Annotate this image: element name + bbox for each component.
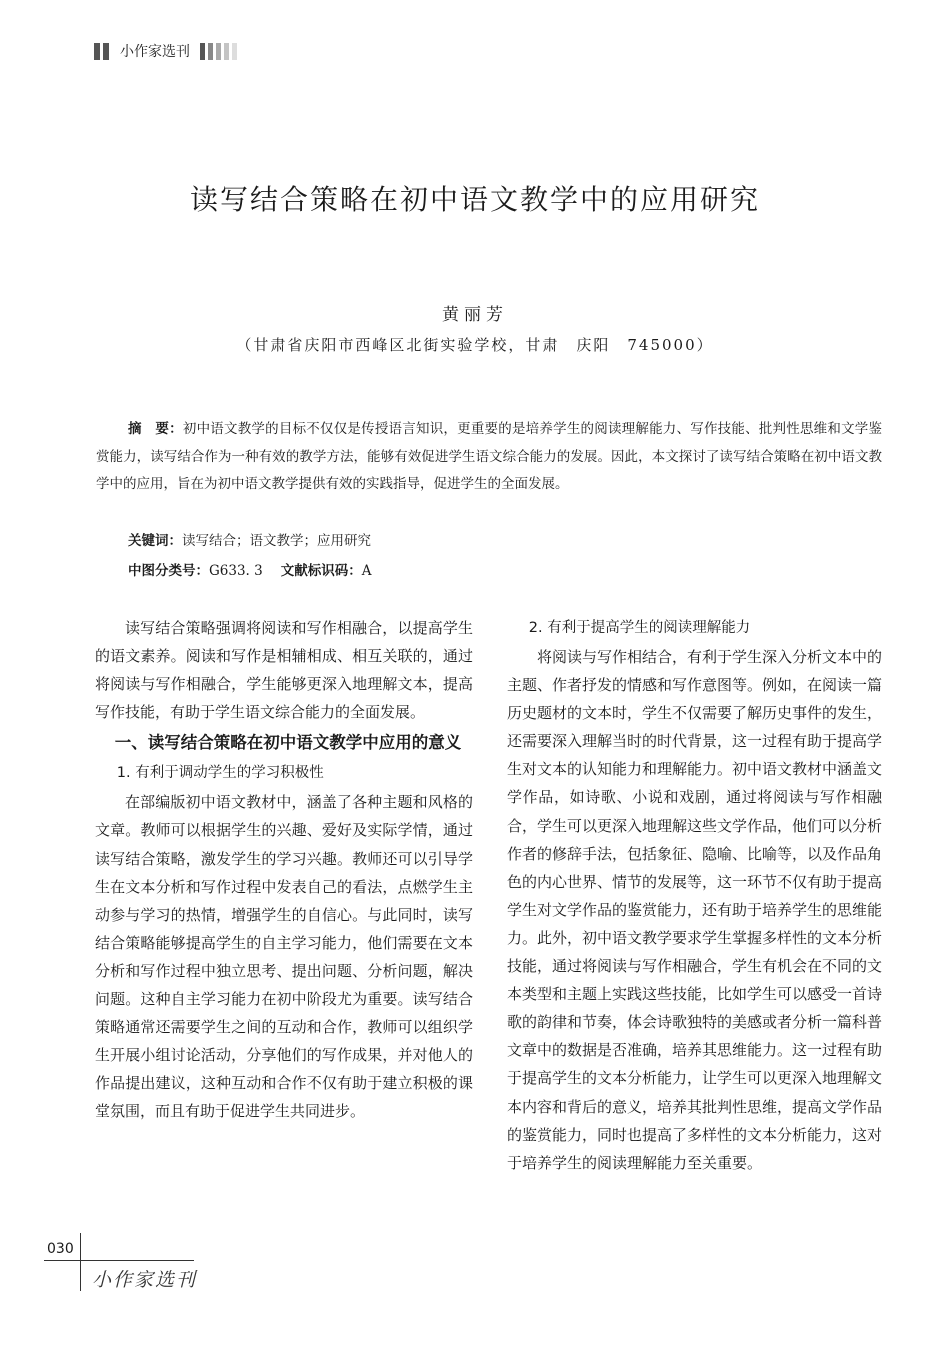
header-stripe-icon: [208, 43, 213, 60]
footer-rule: [44, 1260, 194, 1261]
body-paragraph: 将阅读与写作相结合，有利于学生深入分析文本中的主题、作者抒发的情感和写作意图等。例如，在阅读一篇历史题材的文本时，学生不仅需要了解历史事件的发生，还需要深入理解当时的时代背景，这一过程有助于提高学生对文本的认知能力和理解能力。初中语文教材中涵盖文学作品，如诗歌、小说和戏剧，通过将阅读与写作相融合，学生可以更深入地理解这些文学作品，他们可以分析作者的修辞手法，包括象征、隐喻、比喻等，以及作品角色的内心世界、情节的发展等，这一环节不仅有助于提高学生对文学作品的鉴赏能力，还有助于培养学生的思维能力。此外，初中语文教学要求学生掌握多样性的文本分析技能，通过将阅读与写作相融合，学生有机会在不同的文本类型和主题上实践这些技能，比如学生可以感受一首诗歌的韵律和节奏，体会诗歌独特的美感或者分析一篇科普文章中的数据是否准确，培养其思维能力。这一过程有助于提高学生的文本分析能力，让学生可以更深入地理解文本内容和背后的意义，培养其批判性思维，提高文学作品的鉴赏能力，同时也提高了多样性的文本分析能力，这对于培养学生的阅读理解能力至关重要。: [507, 648, 883, 1172]
subsection-heading: 2. 有利于提高学生的阅读理解能力: [528, 620, 751, 636]
journal-name: 小作家选刊: [120, 44, 190, 60]
author-affiliation: （甘肃省庆阳市西峰区北街实验学校，甘肃 庆阳 745000）: [236, 336, 714, 354]
body-column-left: [95, 614, 473, 1126]
intro-paragraph: 读写结合策略强调将阅读和写作相融合，以提高学生的语文素养。阅读和写作是相辅相成、相互关联的，通过将阅读与写作相融合，学生能够更深入地理解文本，提高写作技能，有助于学生语文综合能力的全面发展。: [95, 619, 473, 722]
abstract-text: 初中语文教学的目标不仅仅是传授语言知识，更重要的是培养学生的阅读理解能力、写作技能、批判性思维和文学鉴赏能力，读写结合作为一种有效的教学方法，能够有效促进学生语文综合能力的发展。因此，本文探讨了读写结合策略在初中语文教学中的应用，旨在为初中语文教学提供有效的实践指导，促进学生的全面发展。: [96, 421, 883, 492]
article-title: 读写结合策略在初中语文教学中的应用研究: [189, 183, 760, 216]
body-paragraph: 在部编版初中语文教材中，涵盖了各种主题和风格的文章。教师可以根据学生的兴趣、爱好及实际学情，通过读写结合策略，激发学生的学习兴趣。教师还可以引导学生在文本分析和写作过程中发表自己的看法，点燃学生主动参与学习的热情，增强学生的自信心。与此同时，读写结合策略能够提高学生的自主学习能力，他们需要在文本分析和写作过程中独立思考、提出问题、分析问题，解决问题。这种自主学习能力在初中阶段尤为重要。读写结合策略通常还需要学生之间的互动和合作，教师可以组织学生开展小组讨论活动，分享他们的写作成果，并对他人的作品提出建议，这种互动和合作不仅有助于建立积极的课堂氛围，而且有助于促进学生共同进步。: [95, 793, 473, 1121]
keywords-text: 读写结合；语文教学；应用研究: [182, 533, 371, 549]
keywords-label: 关键词：: [128, 533, 182, 549]
abstract-label: 摘 要：: [128, 421, 183, 437]
clc-label: 中图分类号：: [128, 563, 209, 579]
body-column-right: [507, 614, 882, 1177]
section-heading: 一、读写结合策略在初中语文教学中应用的意义: [114, 733, 462, 753]
header-block-icon: [94, 43, 100, 60]
footer-logo: 小作家选刊: [92, 1269, 198, 1291]
abstract: [96, 416, 882, 499]
subsection-heading: 1. 有利于调动学生的学习积极性: [116, 765, 324, 782]
header-stripe-icon: [216, 43, 221, 60]
footer-divider: [80, 1233, 81, 1291]
header-stripe-icon: [232, 43, 237, 60]
keywords: [128, 529, 371, 549]
doc-code-value: A: [361, 563, 372, 579]
classification: [128, 559, 371, 579]
page-number: 030: [47, 1241, 74, 1257]
doc-code-label: 文献标识码：: [280, 563, 362, 579]
header-stripe-icon: [224, 43, 229, 60]
header-block-icon: [103, 43, 109, 60]
header-stripe-icon: [200, 43, 205, 60]
author-name: 黄丽芳: [442, 305, 508, 325]
clc-value: G633. 3: [209, 563, 263, 579]
running-header: [94, 40, 240, 62]
